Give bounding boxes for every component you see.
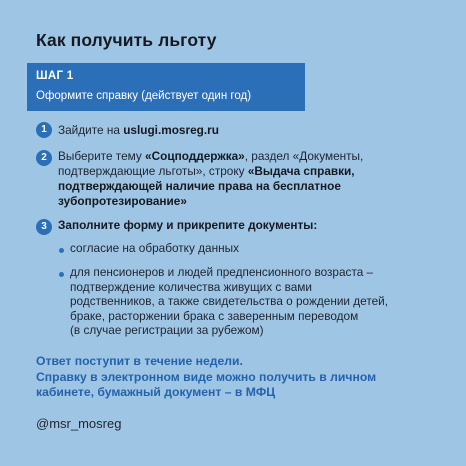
answer-line: Ответ поступит в течение недели. bbox=[36, 354, 243, 368]
page-title: Как получить льготу bbox=[36, 30, 217, 50]
step-number-badge: 1 bbox=[36, 122, 52, 138]
item-bold-text: Заполните форму и прикрепите документы: bbox=[58, 218, 318, 232]
item-text: Зайдите на bbox=[58, 123, 124, 137]
step-number-badge: 3 bbox=[36, 219, 52, 235]
bullet-dot bbox=[59, 272, 64, 277]
bullet-line: согласие на обработку данных bbox=[70, 241, 239, 255]
bullet-dot bbox=[59, 248, 64, 253]
list-item bbox=[58, 149, 363, 209]
step-label: ШАГ 1 bbox=[36, 70, 74, 82]
bullet-line: (в случае регистрации за рубежом) bbox=[70, 323, 264, 337]
step-banner bbox=[27, 63, 305, 111]
bullet-line: родственников, а также свидетельства о рождении детей, bbox=[70, 294, 389, 308]
step-subtitle: Оформите справку (действует один год) bbox=[36, 90, 252, 102]
bullet-line: подтверждение количества живущих с вами bbox=[70, 279, 312, 294]
item-text: , раздел «Документы, bbox=[244, 149, 364, 163]
answer-line: кабинете, бумажный документ – в МФЦ bbox=[36, 385, 276, 399]
list-item bbox=[58, 218, 317, 233]
item-link-text: uslugi.mosreg.ru bbox=[123, 123, 219, 137]
item-bold-text: «Выдача справки, bbox=[247, 164, 355, 178]
item-text: подтверждающие льготы», строку bbox=[58, 164, 248, 178]
item-bold-text: «Соцподдержка» bbox=[145, 149, 245, 163]
social-handle: @msr_mosreg bbox=[36, 416, 122, 431]
answer-note bbox=[36, 354, 451, 401]
list-item bbox=[58, 123, 219, 138]
answer-line: Справку в электронном виде можно получить в личном bbox=[36, 369, 377, 384]
item-text: Выберите тему bbox=[58, 149, 146, 163]
bullet-item bbox=[70, 241, 239, 256]
bullet-line: браке, расторжении брака с заверенным переводом bbox=[70, 308, 359, 323]
item-bold-text: подтверждающей наличие права на бесплатное bbox=[58, 179, 341, 193]
step-number-badge: 2 bbox=[36, 150, 52, 166]
item-bold-text: зубопротезирование» bbox=[58, 194, 187, 208]
bullet-line: для пенсионеров и людей предпенсионного возраста – bbox=[70, 265, 374, 279]
bullet-item bbox=[70, 265, 388, 338]
